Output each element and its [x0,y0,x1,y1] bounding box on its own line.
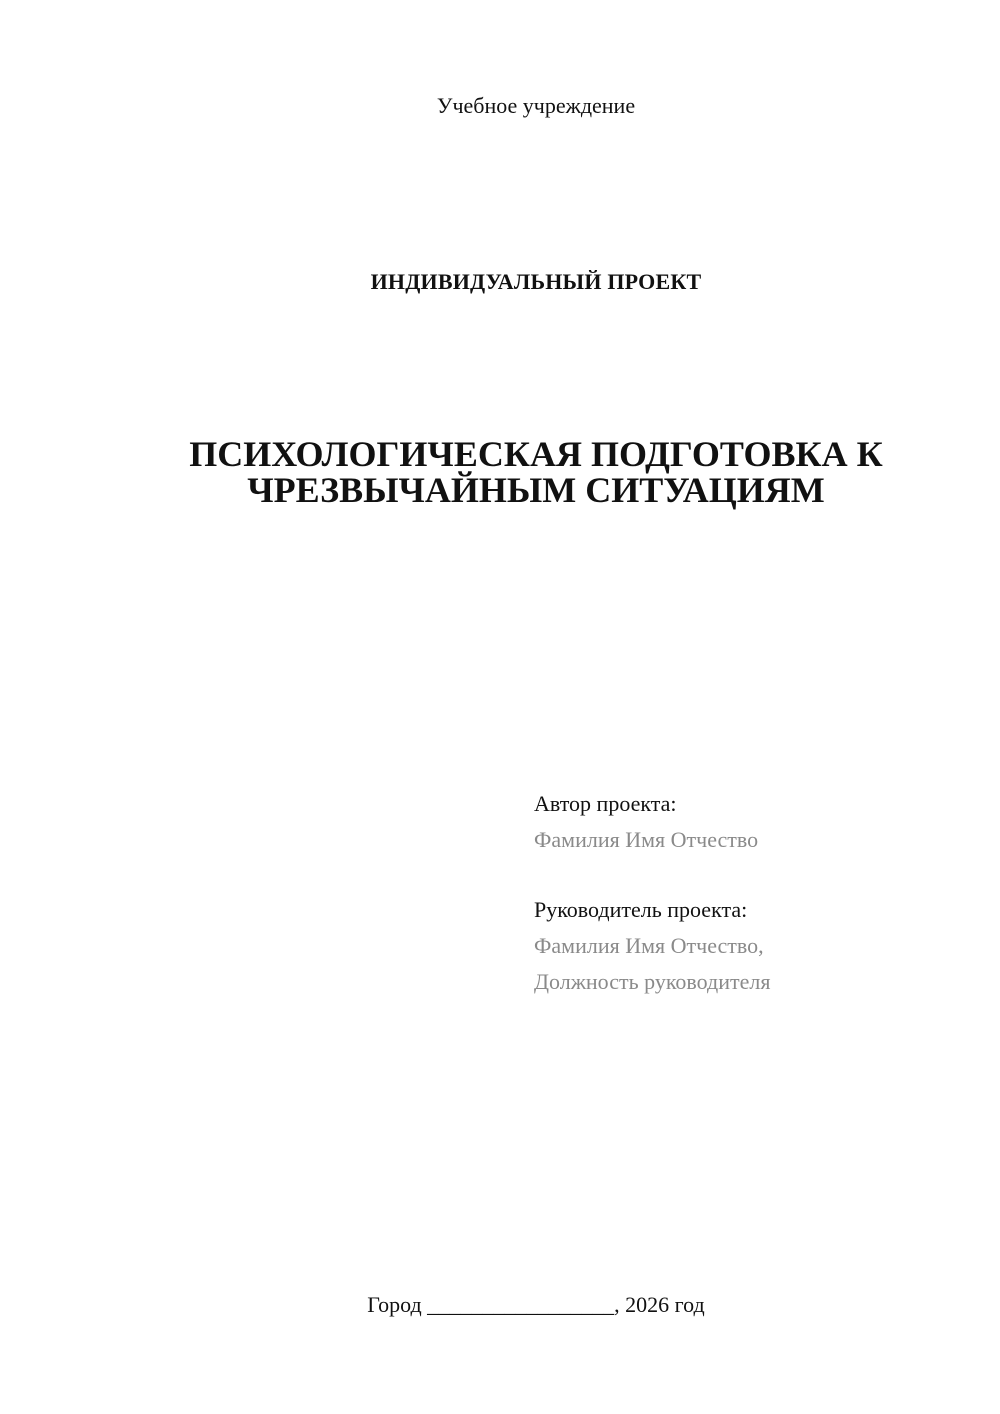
supervisor-label: Руководитель проекта: [534,897,748,922]
project-title [120,436,952,508]
author-block [534,786,974,858]
supervisor-position: Должность руководителя [534,969,771,994]
city-year-footer: Город _________________, 2026 год [367,1292,705,1317]
project-title-line-1: ПСИХОЛОГИЧЕСКАЯ ПОДГОТОВКА К [189,434,883,474]
project-type-heading: ИНДИВИДУАЛЬНЫЙ ПРОЕКТ [370,269,702,294]
institution-name: Учебное учреждение [436,93,636,118]
supervisor-block [534,892,974,1000]
supervisor-name: Фамилия Имя Отчество, [534,933,764,958]
author-label: Автор проекта: [534,791,677,816]
author-name: Фамилия Имя Отчество [534,827,759,852]
project-title-line-2: ЧРЕЗВЫЧАЙНЫМ СИТУАЦИЯМ [247,470,825,510]
